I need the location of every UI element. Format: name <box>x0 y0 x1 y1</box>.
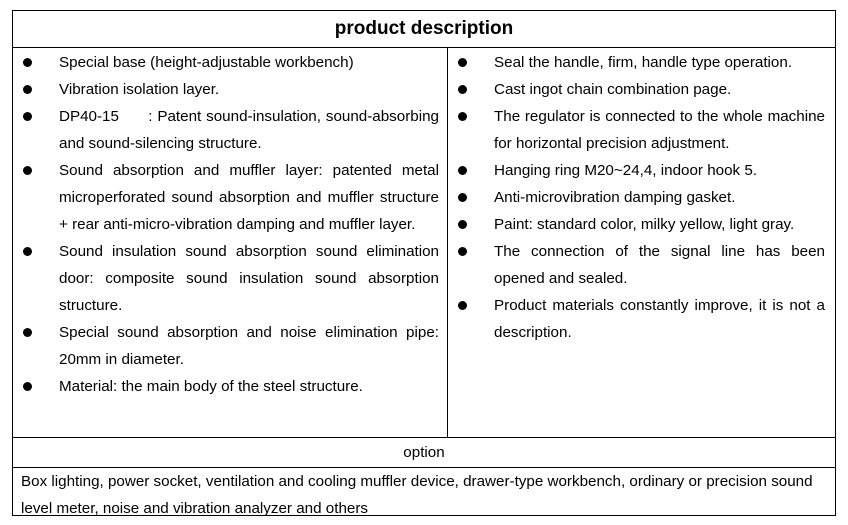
option-header: option <box>13 437 835 468</box>
bullet-icon <box>23 247 32 256</box>
bullet-icon <box>458 220 467 229</box>
bullet-icon <box>458 301 467 310</box>
list-item: Seal the handle, firm, handle type operation. <box>448 49 835 76</box>
left-list <box>13 48 447 400</box>
bullet-icon <box>23 166 32 175</box>
table-title: product description <box>13 11 835 48</box>
list-item: Sound absorption and muffler layer: patented metal microperforated sound absorption and muffler structure + rear anti-micro-vibration damping and muffler layer. <box>13 157 447 238</box>
bullet-icon <box>458 193 467 202</box>
list-item: Hanging ring M20~24,4, indoor hook 5. <box>448 157 835 184</box>
list-item: DP40-15 : Patent sound-insulation, sound-absorbing and sound-silencing structure. <box>13 103 447 157</box>
bullet-icon <box>23 382 32 391</box>
list-item: Cast ingot chain combination page. <box>448 76 835 103</box>
list-item: Product materials constantly improve, it is not a description. <box>448 292 835 346</box>
bullet-icon <box>458 247 467 256</box>
bullet-icon <box>23 58 32 67</box>
list-item: The connection of the signal line has been opened and sealed. <box>448 238 835 292</box>
product-table <box>12 10 836 516</box>
bullet-icon <box>23 85 32 94</box>
bullet-icon <box>458 85 467 94</box>
list-item: Paint: standard color, milky yellow, light gray. <box>448 211 835 238</box>
bullet-icon <box>23 112 32 121</box>
left-column <box>13 48 448 437</box>
bullet-icon <box>23 328 32 337</box>
list-item: Special sound absorption and noise elimination pipe: 20mm in diameter. <box>13 319 447 373</box>
right-column <box>448 48 835 437</box>
bullet-icon <box>458 166 467 175</box>
bullet-icon <box>458 58 467 67</box>
right-list <box>448 48 835 346</box>
list-item: Anti-microvibration damping gasket. <box>448 184 835 211</box>
bullet-icon <box>458 112 467 121</box>
list-item: Special base (height-adjustable workbench) <box>13 49 447 76</box>
list-item: Vibration isolation layer. <box>13 76 447 103</box>
list-item: The regulator is connected to the whole machine for horizontal precision adjustment. <box>448 103 835 157</box>
list-item: Material: the main body of the steel structure. <box>13 373 447 400</box>
option-description: Box lighting, power socket, ventilation and cooling muffler device, drawer-type workbench, ordinary or precision sound level meter, noise and vibration analyzer and others <box>21 473 813 517</box>
list-item: Sound insulation sound absorption sound elimination door: composite sound insulation sound absorption structure. <box>13 238 447 319</box>
